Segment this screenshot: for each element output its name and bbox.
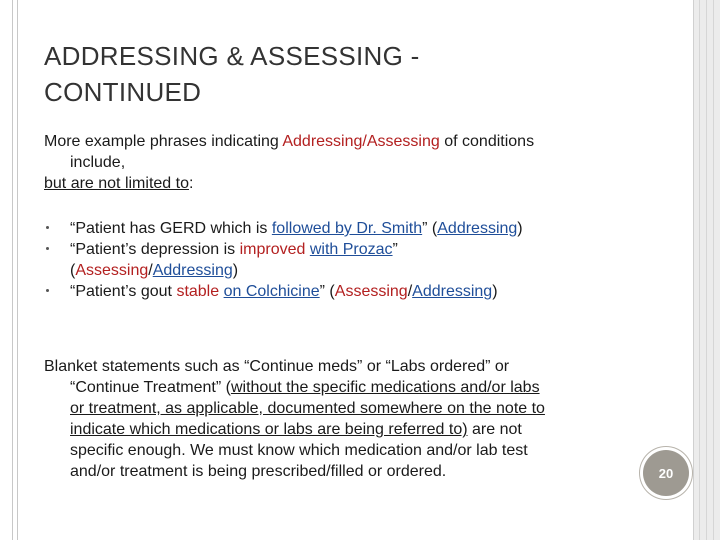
bullet-text: ) [232,262,239,279]
bullet-blue-text: Addressing [437,220,518,237]
intro-text-2: of conditions [439,133,535,150]
intro-colon: : [188,175,194,192]
intro-paragraph [44,131,624,194]
bullet-red-text: Assessing [75,262,149,279]
bullet-red-text: improved [239,241,306,258]
intro-highlight: Addressing/Assessing [282,133,440,150]
bullet-text: ” ( [422,220,438,237]
example-bullet-list [44,218,624,302]
blanket-text: are not [467,421,522,438]
right-decorative-band [693,0,720,540]
bullet-text: / [148,262,153,279]
bullet-blue-text: with Prozac [309,241,393,258]
page-number: 20 [658,465,674,481]
title-line-1: ADDRESSING & ASSESSING - [44,41,420,71]
blanket-underlined: without the specific medications and/or labs [230,379,540,396]
bullet-item [44,281,624,302]
bullet-item [44,239,624,281]
blanket-text: “Continue Treatment” ( [70,379,231,396]
bullet-text: / [407,283,413,300]
bullet-text: ) [492,283,498,300]
bullet-text: “Patient has GERD which is [70,220,272,237]
blanket-underlined: indicate which medications or labs are being referred to) [70,421,468,438]
blanket-line: specific enough. We must know which medication and/or lab test [70,442,528,459]
slide-title [44,38,564,110]
bullet-text: ( [70,262,76,279]
bullet-red-text: Assessing [334,283,408,300]
bullet-dot-icon [46,247,49,250]
left-border-line [12,0,13,540]
bullet-text: ” ( [319,283,335,300]
bullet-dot-icon [46,289,49,292]
bullet-blue-text: Addressing [152,262,233,279]
bullet-dot-icon [46,226,49,229]
bullet-text: ) [517,220,523,237]
intro-text-3: include, [70,154,126,171]
bullet-text: “Patient’s gout [70,283,177,300]
bullet-blue-text: Addressing [412,283,493,300]
left-border-line-inner [17,0,18,540]
bullet-blue-text: followed by Dr. Smith [271,220,423,237]
blanket-statement-paragraph [44,356,619,482]
blanket-underlined: or treatment, as applicable, documented somewhere on the note to [70,400,545,417]
blanket-line: and/or treatment is being prescribed/filled or ordered. [70,463,447,480]
page-number-badge [643,450,689,496]
intro-text: More example phrases indicating [44,133,283,150]
bullet-text: “Patient’s depression is [70,241,240,258]
title-line-2: CONTINUED [44,77,202,107]
bullet-red-text: stable [176,283,220,300]
bullet-blue-text: on Colchicine [223,283,320,300]
intro-underlined: but are not limited to [44,175,189,192]
bullet-item [44,218,624,239]
bullet-text: ” [392,241,398,258]
blanket-line: Blanket statements such as “Continue meds” or “Labs ordered” or [44,358,510,375]
